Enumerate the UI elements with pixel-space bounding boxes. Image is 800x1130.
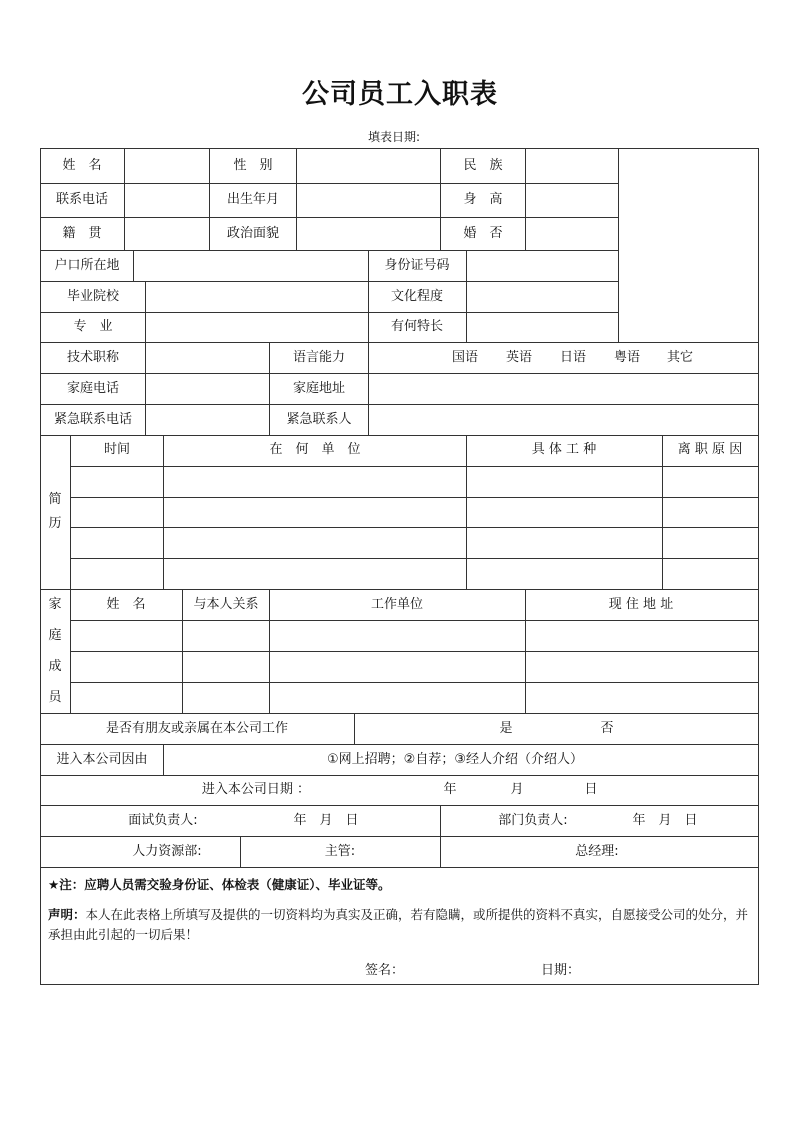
- entry-date-day: 日: [584, 782, 598, 797]
- major-label: 专 业: [73, 319, 113, 334]
- family-side-label: 员: [48, 690, 62, 705]
- reason-label: 进入本公司因由: [56, 752, 148, 767]
- entry-date-month: 月: [510, 782, 524, 797]
- relatives-question: 是否有朋友或亲属在本公司工作: [105, 721, 289, 736]
- resume-side-label: 简: [48, 492, 62, 507]
- declaration-label: 声明：: [48, 907, 86, 922]
- sign-label: 签名：: [365, 963, 405, 978]
- native-place-label: 籍 贯: [62, 226, 102, 241]
- lang-option[interactable]: 日语: [559, 350, 587, 365]
- resume-job-header: 具 体 工 种: [531, 442, 597, 457]
- family-side-label: 庭: [48, 628, 62, 643]
- reason-options[interactable]: ①网上招聘；②自荐；③经人介绍（介绍人）: [327, 752, 583, 767]
- height-label: 身 高: [463, 192, 503, 207]
- entry-date-year: 年: [443, 782, 457, 797]
- note-text: ★注：应聘人员需交验身份证、体检表（健康证）、毕业证等。: [48, 877, 391, 892]
- emergency-phone-label: 紧急联系电话: [53, 412, 133, 427]
- entry-date-label: 进入本公司日期 ：: [201, 782, 311, 797]
- gender-label: 性 别: [233, 158, 273, 173]
- resume-side-label: 历: [48, 516, 62, 531]
- birth-label: 出生年月: [226, 192, 280, 207]
- tech-title-label: 技术职称: [66, 350, 120, 365]
- lang-option[interactable]: 粤语: [613, 350, 641, 365]
- page-title: 公司员工入职表: [302, 79, 498, 110]
- dept-head-date: 年 月 日: [632, 813, 698, 828]
- specialty-label: 有何特长: [390, 319, 444, 334]
- family-workplace-header: 工作单位: [370, 597, 424, 612]
- resume-unit-header: 在 何 单 位: [269, 442, 361, 457]
- hr-label: 人力资源部:: [132, 844, 202, 859]
- lang-option[interactable]: 英语: [505, 350, 533, 365]
- lang-option[interactable]: 国语: [451, 350, 479, 365]
- hukou-label: 户口所在地: [54, 258, 120, 273]
- declaration-text: 本人在此表格上所填写及提供的一切资料均为真实及正确，若有隐瞒，或所提供的资料不真实，自愿接受公司的处分，并承担由此引起的一切后果！: [48, 907, 749, 942]
- relatives-yes-option[interactable]: 是: [499, 721, 513, 736]
- ethnicity-label: 民 族: [463, 158, 503, 173]
- interviewer-label: 面试负责人:: [128, 813, 198, 828]
- lang-option[interactable]: 其它: [666, 350, 694, 365]
- dept-head-label: 部门负责人:: [498, 813, 568, 828]
- resume-time-header: 时间: [103, 442, 131, 457]
- family-name-header: 姓 名: [106, 597, 146, 612]
- supervisor-label: 主管:: [324, 844, 356, 859]
- education-label: 文化程度: [390, 289, 444, 304]
- name-label: 姓 名: [62, 158, 102, 173]
- relatives-no-option[interactable]: 否: [600, 721, 614, 736]
- marital-label: 婚 否: [463, 226, 503, 241]
- fill-date-label: 填表日期:: [368, 130, 421, 144]
- phone-label: 联系电话: [55, 192, 109, 207]
- political-label: 政治面貌: [226, 226, 280, 241]
- family-side-label: 成: [48, 659, 62, 674]
- language-label: 语言能力: [292, 350, 346, 365]
- declaration: [48, 905, 753, 945]
- interview-date: 年 月 日: [293, 813, 359, 828]
- emergency-contact-label: 紧急联系人: [286, 412, 352, 427]
- family-relation-header: 与本人关系: [193, 597, 259, 612]
- date-label: 日期：: [541, 963, 581, 978]
- resume-reason-header: 离 职 原 因: [677, 442, 743, 457]
- gm-label: 总经理:: [575, 844, 619, 859]
- home-phone-label: 家庭电话: [66, 381, 120, 396]
- family-address-header: 现 住 地 址: [608, 597, 674, 612]
- home-address-label: 家庭地址: [292, 381, 346, 396]
- school-label: 毕业院校: [66, 289, 120, 304]
- id-number-label: 身份证号码: [384, 258, 450, 273]
- family-side-label: 家: [48, 597, 62, 612]
